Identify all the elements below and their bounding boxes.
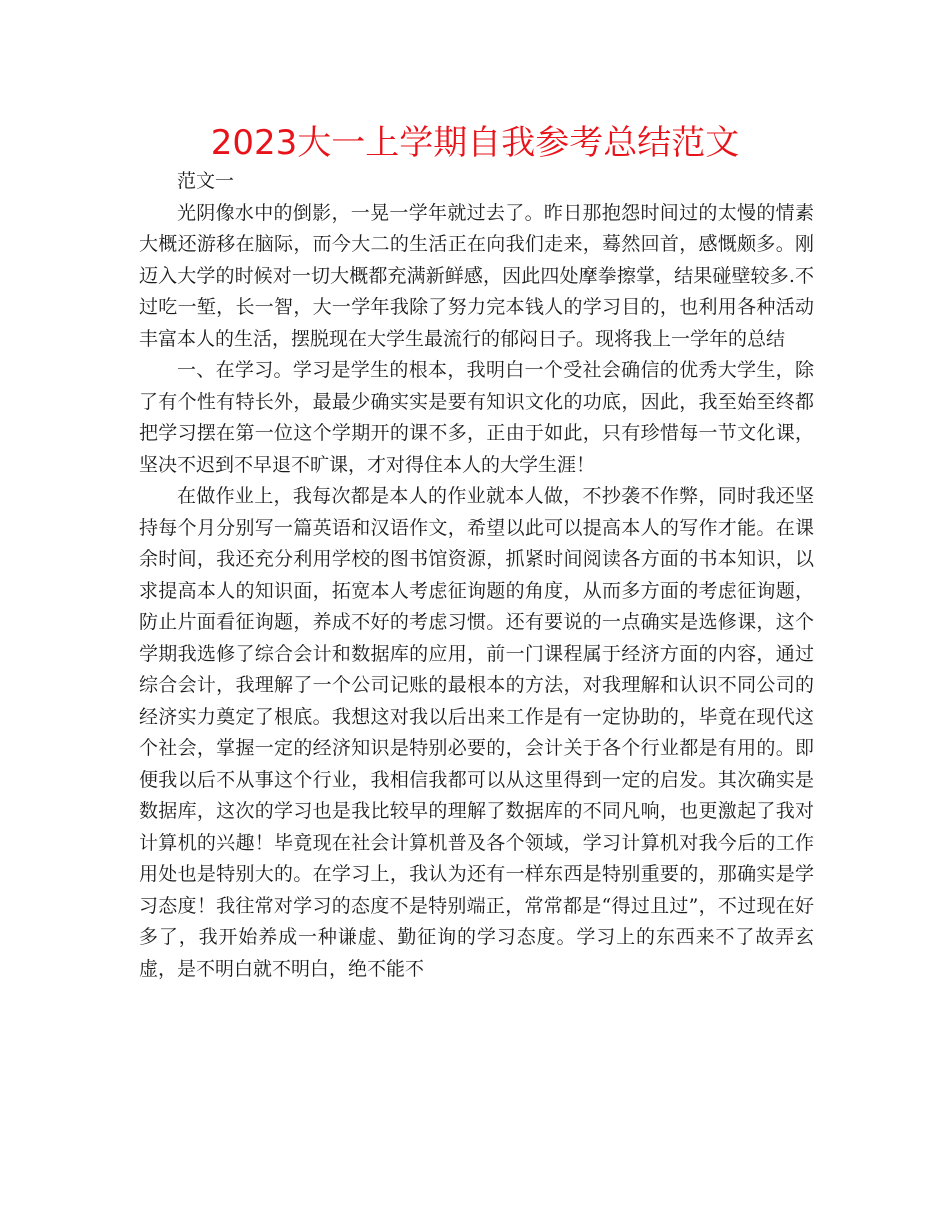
paragraph: 在做作业上，我每次都是本人的作业就本人做，不抄袭不作弊，同时我还坚持每个月分别写一篇英语和汉语作文，希望以此可以提高本人的写作才能。在课余时间，我还充分利用学校的图书馆资源，抓紧时间阅读各方面的书本知识，以求提高本人的知识面，拓宽本人考虑征询题的角度，从而多方面的考虑征询题，防止片面看征询题，养成不好的考虑习惯。还有要说的一点确实是选修课，这个学期我选修了综合会计和数据库的应用，前一门课程属于经济方面的内容，通过综合会计，我理解了一个公司记账的最根本的方法，对我理解和认识不同公司的经济实力奠定了根底。我想这对我以后出来工作是有一定协助的，毕竟在现代这个社会，掌握一定的经济知识是特别必要的，会计关于各个行业都是有用的。即便我以后不从事这个行业，我相信我都可以从这里得到一定的启发。其次确实是数据库，这次的学习也是我比较早的理解了数据库的不同凡响，也更激起了我对计算机的兴趣！毕竟现在社会计算机普及各个领域，学习计算机对我今后的工作用处也是特别大的。在学习上，我认为还有一样东西是特别重要的，那确实是学习态度！我往常对学习的态度不是特别端正，常常都是“得过且过”，不过现在好多了，我开始养成一种谦虚、勤征询的学习态度。学习上的东西来不了故弄玄虚，是不明白就不明白，绝不能不 (139, 485, 814, 980)
paragraph: 一、在学习。学习是学生的根本，我明白一个受社会确信的优秀大学生，除了有个性有特长外，最最少确实实是要有知识文化的功底，因此，我至始至终都把学习摆在第一位这个学期开的课不多，正由于如此，只有珍惜每一节文化课，坚决不迟到不早退不旷课，才对得住本人的大学生涯！ (139, 359, 814, 476)
section-label: 范文一 (177, 170, 235, 192)
document-title: 2023大一上学期自我参考总结范文 (210, 123, 740, 163)
document-body (139, 166, 814, 985)
paragraph: 光阴像水中的倒影，一晃一学年就过去了。昨日那抱怨时间过的太慢的情素大概还游移在脑际，而今大二的生活正在向我们走来，蓦然回首，感慨颇多。刚迈入大学的时候对一切大概都充满新鲜感，因此四处摩拳擦掌，结果碰壁较多.不过吃一堑，长一智，大一学年我除了努力完本钱人的学习目的，也利用各种活动丰富本人的生活，摆脱现在大学生最流行的郁闷日子。现将我上一学年的总结 (139, 201, 814, 350)
